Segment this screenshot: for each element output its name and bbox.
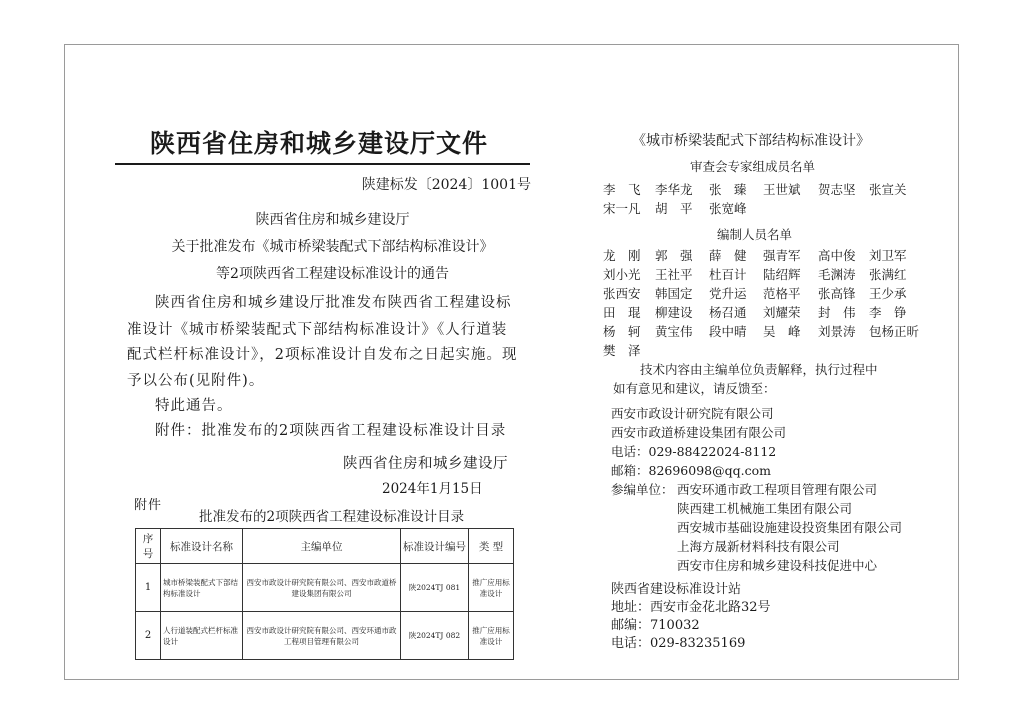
person-name: 张西安: [603, 286, 641, 301]
person-name: 刘卫军: [869, 248, 907, 263]
person-name: 贺志坚: [818, 182, 856, 197]
chief-unit-email: 邮箱：82696098@qq.com: [611, 463, 771, 478]
body-line-3: 配式栏杆标准设计》，2项标准设计自发布之日起实施。现: [127, 347, 518, 363]
station-name: 陕西省建设标准设计站: [611, 582, 742, 597]
row-number: 2: [136, 612, 161, 660]
row-type: 推广应用标准设计: [469, 612, 514, 660]
body-line-1: 陕西省住房和城乡建设厅批准发布陕西省工程建设标: [155, 295, 512, 311]
feedback-note-line-2: 如有意见和建议，请反馈至：: [613, 381, 776, 396]
person-name: 张宣关: [869, 182, 907, 197]
row-chief-unit: 西安市政设计研究院有限公司、西安环通市政工程项目管理有限公司: [243, 612, 401, 660]
row-type: 推广应用标准设计: [469, 564, 514, 612]
header-cell-no: 序号: [136, 529, 161, 564]
person-name: 毛渊涛: [818, 267, 856, 282]
body-line-2: 准设计《城市桥梁装配式下部结构标准设计》《人行道装: [127, 322, 508, 338]
row-standard-code: 陕2024TJ 081: [401, 564, 469, 612]
header-cell-name: 标准设计名称: [161, 529, 243, 564]
table-title: 批准发布的2项陕西省工程建设标准设计目录: [199, 509, 465, 525]
person-name: 杨 轲: [603, 324, 641, 339]
person-name: 柳建设: [655, 305, 693, 320]
person-name: 李 铮: [869, 305, 907, 320]
header-cell-type: 类 型: [469, 529, 514, 564]
person-name: 段中晴: [709, 324, 747, 339]
chief-unit-phone: 电话：029-88422024-8112: [611, 444, 777, 459]
closing-line: 特此通告。: [155, 398, 233, 414]
participant-unit-1: 西安环通市政工程项目管理有限公司: [677, 482, 878, 497]
issue-date: 2024年1月15日: [382, 481, 483, 497]
participant-unit-3: 西安城市基础设施建设投资集团有限公司: [677, 520, 903, 535]
table-row: [136, 564, 514, 612]
person-name: 胡 平: [655, 201, 693, 216]
person-name: 封 伟: [818, 305, 856, 320]
participant-unit-4: 上海方晟新材料科技有限公司: [677, 539, 840, 554]
person-name: 宋一凡: [603, 201, 641, 216]
participants-label: 参编单位：: [611, 482, 674, 497]
table-row: [136, 612, 514, 660]
person-name: 张高锋: [818, 286, 856, 301]
person-name: 韩国定: [655, 286, 693, 301]
chief-unit-1: 西安市政设计研究院有限公司: [611, 406, 774, 421]
person-name: 陆绍辉: [763, 267, 801, 282]
review-heading: 审查会专家组成员名单: [690, 159, 816, 174]
person-name: 高中俊: [818, 248, 856, 263]
document-title: 陕西省住房和城乡建设厅文件: [150, 129, 489, 158]
person-name: 杨召通: [709, 305, 747, 320]
person-name: 包杨正昕: [869, 324, 920, 339]
title-rule: [115, 163, 530, 165]
row-standard-name: 城市桥梁装配式下部结构标准设计: [161, 564, 243, 612]
attachment-reference-line: 附件：批准发布的2项陕西省工程建设标准设计目录: [155, 423, 507, 439]
station-phone: 电话：029-83235169: [611, 636, 746, 651]
person-name: 刘景涛: [818, 324, 856, 339]
person-name: 党升运: [709, 286, 747, 301]
row-number: 1: [136, 564, 161, 612]
person-name: 李 飞: [603, 182, 641, 197]
notice-title-line-3: 等2项陕西省工程建设标准设计的通告: [216, 266, 449, 282]
header-cell-unit: 主编单位: [243, 529, 401, 564]
person-name: 薛 健: [709, 248, 747, 263]
person-name: 樊 泽: [603, 343, 641, 358]
person-name: 黄宝伟: [655, 324, 693, 339]
signature: 陕西省住房和城乡建设厅: [343, 456, 508, 472]
row-standard-code: 陕2024TJ 082: [401, 612, 469, 660]
person-name: 范格平: [763, 286, 801, 301]
participant-unit-2: 陕西建工机械施工集团有限公司: [677, 501, 853, 516]
person-name: 王少承: [869, 286, 907, 301]
person-name: 王社平: [655, 267, 693, 282]
person-name: 刘耀荣: [763, 305, 801, 320]
header-cell-code: 标准设计编号: [401, 529, 469, 564]
row-standard-name: 人行道装配式栏杆标准设计: [161, 612, 243, 660]
row-chief-unit: 西安市政设计研究院有限公司、西安市政道桥建设集团有限公司: [243, 564, 401, 612]
notice-title-line-2: 关于批准发布《城市桥梁装配式下部结构标准设计》: [171, 239, 494, 255]
notice-title-line-1: 陕西省住房和城乡建设厅: [255, 212, 410, 228]
feedback-note-line-1: 技术内容由主编单位负责解释，执行过程中: [640, 362, 878, 377]
station-postcode: 邮编：710032: [611, 618, 700, 633]
person-name: 吴 峰: [763, 324, 801, 339]
person-name: 杜百计: [709, 267, 747, 282]
person-name: 张宽峰: [709, 201, 747, 216]
body-line-4: 予以公布(见附件)。: [127, 373, 265, 389]
standards-table: [135, 528, 514, 660]
editor-heading: 编制人员名单: [717, 227, 793, 242]
document-number: 陕建标发〔2024〕1001号: [361, 177, 531, 193]
person-name: 田 琨: [603, 305, 641, 320]
person-name: 李华龙: [655, 182, 693, 197]
right-title: 《城市桥梁装配式下部结构标准设计》: [632, 133, 870, 149]
participant-unit-5: 西安市住房和城乡建设科技促进中心: [677, 558, 878, 573]
person-name: 强青军: [763, 248, 801, 263]
attachment-label: 附件: [134, 498, 163, 513]
person-name: 张 臻: [709, 182, 747, 197]
person-name: 王世斌: [763, 182, 801, 197]
person-name: 郭 强: [655, 248, 693, 263]
person-name: 张满红: [869, 267, 907, 282]
person-name: 刘小光: [603, 267, 641, 282]
table-header-row: [136, 529, 514, 564]
chief-unit-2: 西安市政道桥建设集团有限公司: [611, 425, 787, 440]
station-address: 地址：西安市金花北路32号: [611, 600, 771, 615]
person-name: 龙 刚: [603, 248, 641, 263]
